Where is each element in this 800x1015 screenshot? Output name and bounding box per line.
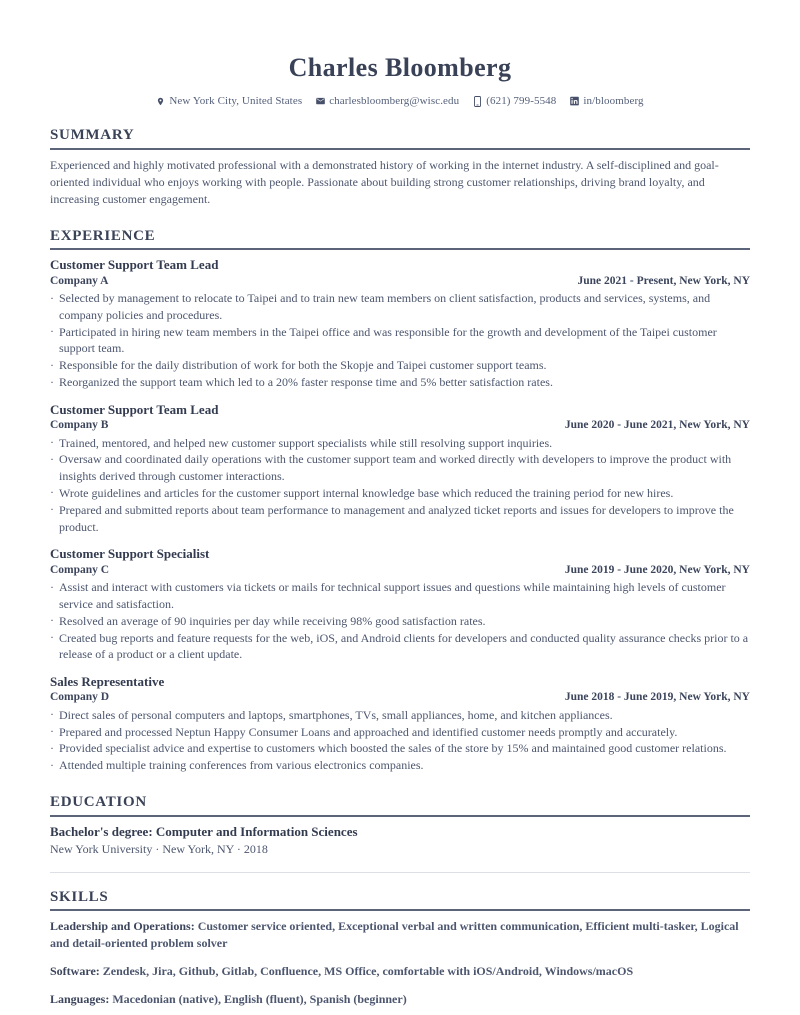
section-education [50, 794, 750, 873]
job-company: Company D [50, 691, 110, 704]
job-bullet: · Oversaw and coordinated daily operations with the customer support team and worked directly with developers to improve the product with insights derived through customer interactions. [50, 451, 750, 485]
section-title-education: EDUCATION [50, 794, 147, 811]
job-bullet: · Reorganized the support team which led to a 20% faster response time and 5% better satisfaction rates. [50, 374, 750, 391]
job-meta [50, 563, 750, 579]
skill-category: Leadership and Operations: [50, 919, 195, 934]
job-bullet: · Selected by management to relocate to Taipei and to train new team members on client satisfaction, products and services, systems, and company policies and procedures. [50, 290, 750, 324]
skill-value: Customer service oriented, Exceptional verbal and written communication, Efficient multi-tasker, Logical and detail-oriented problem solver [50, 919, 739, 951]
job-bullet: · Prepared and processed Neptun Happy Consumer Loans and approached and identified customer needs promptly and accurately. [50, 724, 750, 741]
section-title-summary: SUMMARY [50, 127, 135, 144]
education-divider [50, 872, 750, 873]
resume-header [50, 52, 750, 107]
job-meta [50, 418, 750, 434]
job-bullet: · Prepared and submitted reports about team performance to management and analyzed ticket reports and issues for developers to improve the product. [50, 502, 750, 536]
section-rule [50, 248, 750, 250]
job-bullet: · Assist and interact with customers via tickets or mails for technical support issues and questions while maintaining high levels of customer service and satisfaction. [50, 579, 750, 613]
section-skills [50, 889, 750, 1009]
contact-linkedin-text: in/bloomberg [583, 95, 644, 108]
contact-linkedin[interactable] [570, 95, 643, 107]
job-bullet: · Resolved an average of 90 inquiries per day while receiving 98% good satisfaction rates. [50, 613, 750, 630]
job-bullets [50, 435, 750, 536]
section-experience [50, 228, 750, 774]
job-bullets [50, 579, 750, 663]
phone-icon [473, 96, 482, 107]
section-rule [50, 815, 750, 817]
skill-row [50, 991, 750, 1008]
education-entry [50, 824, 750, 858]
contact-email-text: charlesbloomberg@wisc.edu [329, 95, 460, 108]
summary-text: Experienced and highly motivated professional with a demonstrated history of working in the internet industry. A self-disciplined and goal-oriented individual who enjoys working with people. Passionate about building strong customer relationships, driving brand loyalty, and increasing customer engagement. [50, 157, 719, 206]
contact-phone[interactable] [473, 95, 556, 107]
linkedin-icon [570, 96, 579, 107]
experience-entry [50, 257, 750, 391]
skill-category: Software: [50, 964, 100, 979]
job-bullet: · Trained, mentored, and helped new customer support specialists while still resolving support inquiries. [50, 435, 750, 452]
job-bullet: · Direct sales of personal computers and laptops, smartphones, TVs, small appliances, home, and kitchen appliances. [50, 707, 750, 724]
contact-phone-text: (621) 799-5548 [486, 95, 557, 108]
job-dates-location: June 2019 - June 2020, New York, NY [564, 563, 750, 576]
job-bullet: · Created bug reports and feature requests for the web, iOS, and Android clients for developers and conducted quality assurance checks prior to a release of a product or a client update. [50, 630, 750, 664]
experience-entry [50, 546, 750, 663]
job-meta [50, 274, 750, 290]
contact-email[interactable] [316, 95, 459, 107]
section-rule [50, 148, 750, 150]
experience-entry [50, 402, 750, 536]
job-title: Sales Representative [50, 674, 165, 690]
job-company: Company C [50, 563, 110, 576]
job-dates-location: June 2021 - Present, New York, NY [577, 274, 750, 287]
section-summary [50, 127, 750, 208]
section-title-experience: EXPERIENCE [50, 227, 156, 244]
job-bullet: · Wrote guidelines and articles for the customer support internal knowledge base which reduced the training period for new hires. [50, 485, 750, 502]
skill-row [50, 963, 750, 980]
contact-location [156, 95, 302, 107]
job-dates-location: June 2018 - June 2019, New York, NY [564, 691, 750, 704]
job-title: Customer Support Team Lead [50, 401, 219, 417]
skill-category: Languages: [50, 992, 110, 1007]
education-details: New York University · New York, NY · 2018 [50, 842, 268, 857]
contact-location-text: New York City, United States [169, 95, 303, 108]
envelope-icon [316, 96, 325, 107]
skill-value: Zendesk, Jira, Github, Gitlab, Confluence, MS Office, comfortable with iOS/Android, Windows/macOS [99, 964, 634, 979]
job-dates-location: June 2020 - June 2021, New York, NY [564, 419, 750, 432]
job-company: Company B [50, 419, 109, 432]
location-pin-icon [156, 96, 165, 107]
job-bullets [50, 290, 750, 391]
skill-row [50, 918, 750, 952]
section-rule [50, 909, 750, 911]
section-title-skills: SKILLS [50, 888, 109, 905]
education-degree: Bachelor's degree: Computer and Information Sciences [50, 823, 358, 839]
skill-value: Macedonian (native), English (fluent), Spanish (beginner) [109, 992, 407, 1007]
job-meta [50, 690, 750, 706]
page-title: Charles Bloomberg [288, 53, 512, 82]
job-title: Customer Support Team Lead [50, 257, 219, 273]
job-bullet: · Attended multiple training conferences from various electronics companies. [50, 757, 750, 774]
job-bullet: · Responsible for the daily distribution of work for both the Skopje and Taipei customer support teams. [50, 357, 750, 374]
job-company: Company A [50, 274, 109, 287]
job-bullet: · Provided specialist advice and expertise to customers which boosted the sales of the store by 15% and maintained good customer relations. [50, 740, 750, 757]
job-bullet: · Participated in hiring new team members in the Taipei office and was responsible for the growth and development of the Taipei customer support team. [50, 324, 750, 358]
contact-line [50, 95, 750, 107]
job-title: Customer Support Specialist [50, 546, 210, 562]
job-bullets [50, 707, 750, 774]
experience-entry [50, 674, 750, 774]
